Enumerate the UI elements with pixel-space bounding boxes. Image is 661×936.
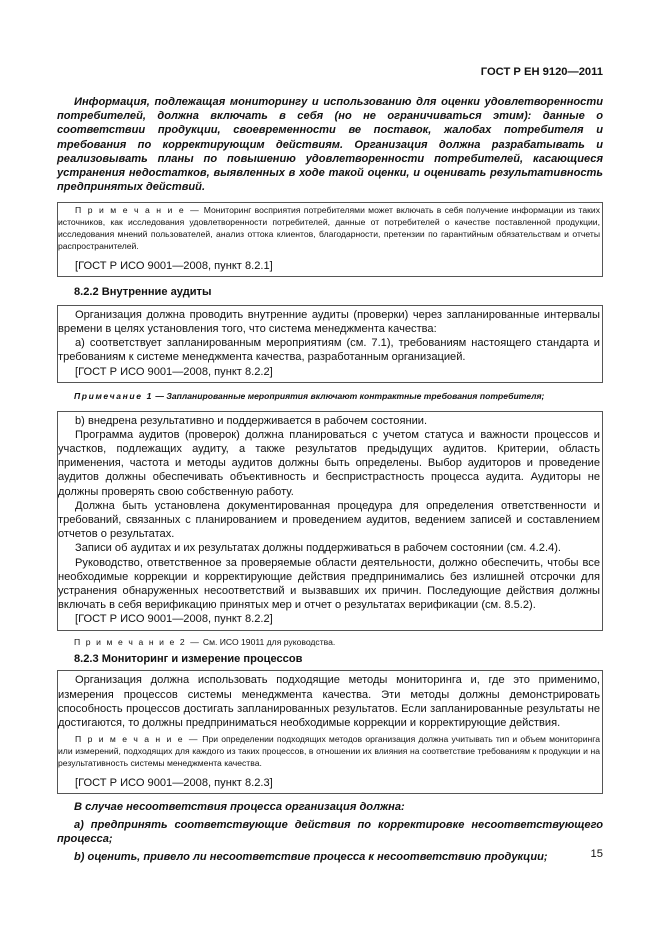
note-text: При определении подходящих методов организация должна учитывать тип и объем мониторинга или измерений, подходящих для каждого из таких процессов, в отношении их влияния на соответствие требованиям к продукции и на результативность системы менеджмента качества. xyxy=(58,734,600,768)
note-label: П р и м е ч а н и е — xyxy=(75,734,200,745)
reference-823: [ГОСТ Р ИСО 9001—2008, пункт 8.2.3] xyxy=(75,776,273,789)
note-customer-perception xyxy=(58,205,600,252)
note-1-text: — Запланированные мероприятия включают контрактные требования потребителя; xyxy=(155,390,545,401)
note-2-label: П р и м е ч а н и е 2 — xyxy=(74,636,201,647)
reference-822b: [ГОСТ Р ИСО 9001—2008, пункт 8.2.2] xyxy=(75,613,273,626)
document-header-id: ГОСТ Р ЕН 9120—2011 xyxy=(480,66,603,78)
note-process-methods xyxy=(58,734,600,769)
note-2-text: См. ИСО 19011 для руководства. xyxy=(202,636,336,647)
paragraph: Программа аудитов (проверок) должна планироваться с учетом статуса и важности процессов и участков, подлежащих аудиту, а также результатов предыдущих аудитов. Критерии, область применения, частота и методы аудитов должны быть определены. Выбор аудиторов и проведение аудитов должны обеспечивать объективность и беспристрастность процесса аудита. Аудиторы не должны проверять свою собственную работу. xyxy=(58,428,600,498)
reference-821: [ГОСТ Р ИСО 9001—2008, пункт 8.2.1] xyxy=(75,259,273,272)
note-label: П р и м е ч а н и е — xyxy=(75,205,201,216)
quoted-block-822a xyxy=(57,305,603,383)
page-content xyxy=(57,95,603,865)
note-1 xyxy=(57,391,603,403)
list-item-a: а) соответствует запланированным мероприятиям (см. 7.1), требованиям настоящего стандарта и требованиям к системе менеджмента качества, разработанным организацией. xyxy=(58,337,600,364)
section-heading-822: 8.2.2 Внутренние аудиты xyxy=(74,285,212,298)
paragraph: Организация должна проводить внутренние аудиты (проверки) через запланированные интервалы времени в целях установления того, что система менеджмента качества: xyxy=(58,308,600,336)
paragraph: Должна быть установлена документированная процедура для определения ответственности и требований, связанных с планированием и проведением аудитов, ведением записей и составлением отчетов о результатах. xyxy=(58,499,600,541)
section-heading-823: 8.2.3 Мониторинг и измерение процессов xyxy=(74,653,303,666)
paragraph: Организация должна использовать подходящие методы мониторинга и, где это применимо, измерения процессов системы менеджмента качества. Эти методы должны демонстрировать способность процессов достигать запланированных результатов. Если запланированные результаты не достигаются, то должны предприниматься необходимые коррекции и корректирующие действия. xyxy=(58,674,600,730)
paragraph: Руководство, ответственное за проверяемые области деятельности, должно обеспечить, чтобы все необходимые коррекции и корректирующие действия предпринимались без излишней отсрочки для устранения обнаруженных несоответствий и вызвавших их причин. Последующие действия должны включать в себя верификацию принятых мер и отчет о результатах верификации (см. 8.5.2). xyxy=(58,556,600,612)
closing-item-b: b) оценить, привело ли несоответствие процесса к несоответствию продукции; xyxy=(74,851,548,864)
reference-822a: [ГОСТ Р ИСО 9001—2008, пункт 8.2.2] xyxy=(75,365,273,378)
closing-lead: В случае несоответствия процесса организация должна: xyxy=(74,800,405,813)
paragraph: Записи об аудитах и их результатах должны поддерживаться в рабочем состоянии (см. 4.2.4). xyxy=(75,542,562,555)
intro-paragraph: Информация, подлежащая мониторингу и использованию для оценки удовлетворенности потребителей, должна включать в себя (но не ограничиваться этим): данные о соответствии продукции, своевременности ве поставок, жалобах потребителя и требования по корректирующим действиям. Организация должна разрабатывать и реализовывать планы по повышению удовлетворенности потребителей, касающиеся устранения недостатков, выявленных в ходе такой оценки, и оценивать результативность предпринятых действий. xyxy=(57,96,603,194)
quoted-block-823 xyxy=(57,670,603,793)
note-2 xyxy=(57,637,603,649)
note-1-label: Примечание 1 xyxy=(74,390,153,401)
closing-item-a: а) предпринять соответствующие действия по корректировке несоответствующего процесса; xyxy=(57,819,603,846)
note-text: Мониторинг восприятия потребителями может включать в себя получение информации из таких источников, как исследования удовлетворенности потребителей, данные от потребителей о качестве поставленной продукции, исследования мнений пользователей, анализ оттока клиентов, благодарности, претензии по гарантийным обязательствам и отчеты распространителей. xyxy=(58,205,600,251)
quoted-block-821 xyxy=(57,202,603,276)
quoted-block-822b xyxy=(57,411,603,631)
list-item-b: b) внедрена результативно и поддерживается в рабочем состоянии. xyxy=(75,414,428,427)
page-number: 15 xyxy=(590,848,603,860)
